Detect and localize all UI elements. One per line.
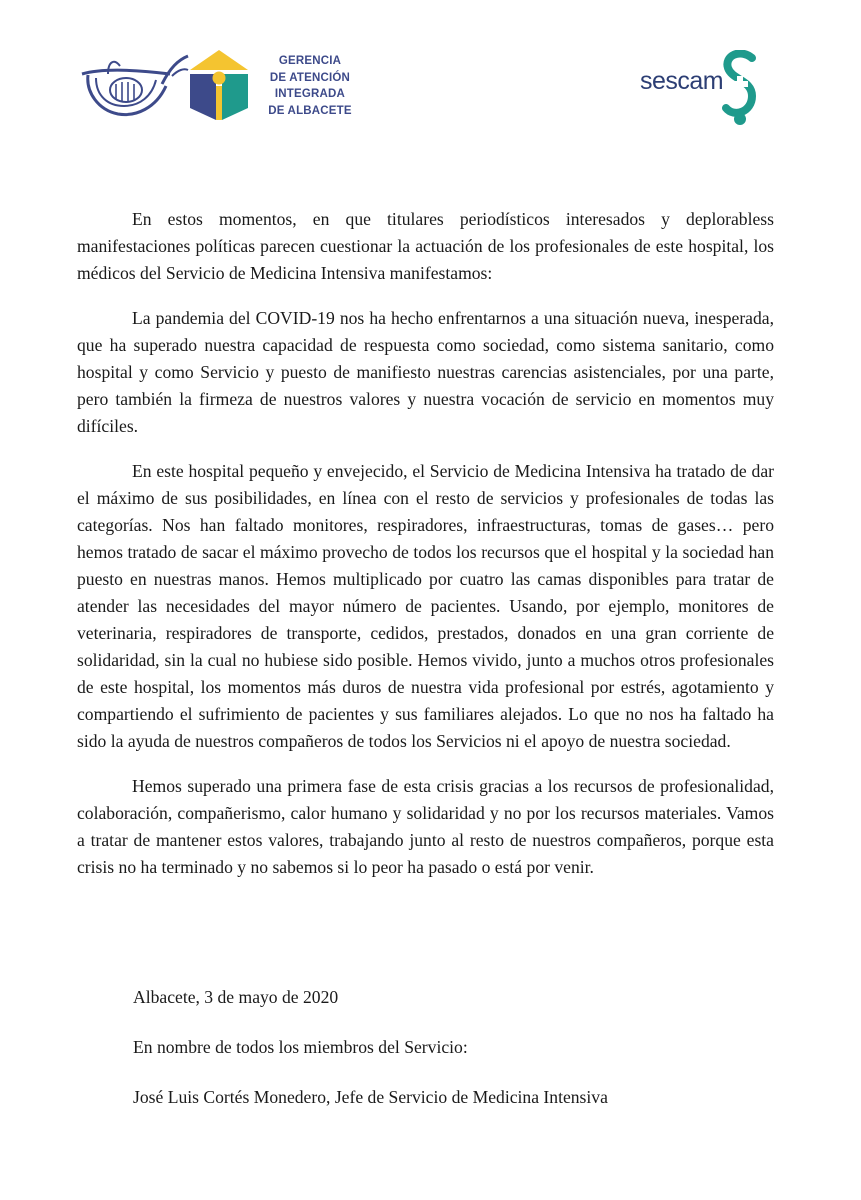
letter-body <box>77 206 774 899</box>
gai-name: GERENCIA DE ATENCIÓN INTEGRADA DE ALBACETE <box>268 55 352 117</box>
signatory: José Luis Cortés Monedero, Jefe de Servicio de Medicina Intensiva <box>133 1087 608 1107</box>
sescam-wordmark: sescam <box>640 67 724 95</box>
paragraph: La pandemia del COVID-19 nos ha hecho enfrentarnos a una situación nueva, inesperada, que ha superado nuestra capacidad de respuesta como sociedad, como sistema sanitario, como hospital y como Servicio y puesto de manifiesto nuestras carencias asistenciales, por una parte, pero también la firmeza de nuestros valores y nuestra vocación de servicio en momentos muy difíciles. <box>77 308 774 436</box>
on-behalf-line: En nombre de todos los miembros del Servicio: <box>133 1037 468 1057</box>
mortar-and-pestle-logo-icon <box>78 44 190 122</box>
paragraph: En estos momentos, en que titulares periodísticos interesados y deplorabless manifestaciones políticas parecen cuestionar la actuación de los profesionales de este hospital, los médicos del Servicio de Medicina Intensiva manifestamos: <box>77 209 774 283</box>
paragraph: Hemos superado una primera fase de esta crisis gracias a los recursos de profesionalidad, colaboración, compañerismo, calor humano y solidaridad y no por los recursos materiales. Vamos a tratar de mantener estos valores, trabajando junto al resto de nuestros compañeros, porque esta crisis no ha terminado y no sabemos si lo peor ha pasado o está por venir. <box>77 776 774 877</box>
sescam-s-logo-icon <box>722 50 758 126</box>
gai-albacete-logo-icon <box>188 48 250 120</box>
paragraph: En este hospital pequeño y envejecido, el Servicio de Medicina Intensiva ha tratado de dar el máximo de sus posibilidades, en línea con el resto de servicios y profesionales de todas las categorías. Nos han faltado monitores, respiradores, infraestructuras, tomas de gases… pero hemos tratado de sacar el máximo provecho de todos los recursos que el hospital y la sociedad han puesto en nuestras manos. Hemos multiplicado por cuatro las camas disponibles para tratar de atender las necesidades del mayor número de pacientes. Usando, por ejemplo, monitores de veterinaria, respiradores de transporte, cedidos, prestados, donados en una gran corriente de solidaridad, sin la cual no hubiese sido posible. Hemos vivido, junto a muchos otros profesionales de este hospital, los momentos más duros de nuestra vida profesional por estrés, agotamiento y compartiendo el sufrimiento de pacientes y sus familiares alejados. Lo que no nos ha faltado ha sido la ayuda de nuestros compañeros de todos los Servicios ni el apoyo de nuestra sociedad. <box>77 461 774 751</box>
place-date: Albacete, 3 de mayo de 2020 <box>133 987 339 1007</box>
